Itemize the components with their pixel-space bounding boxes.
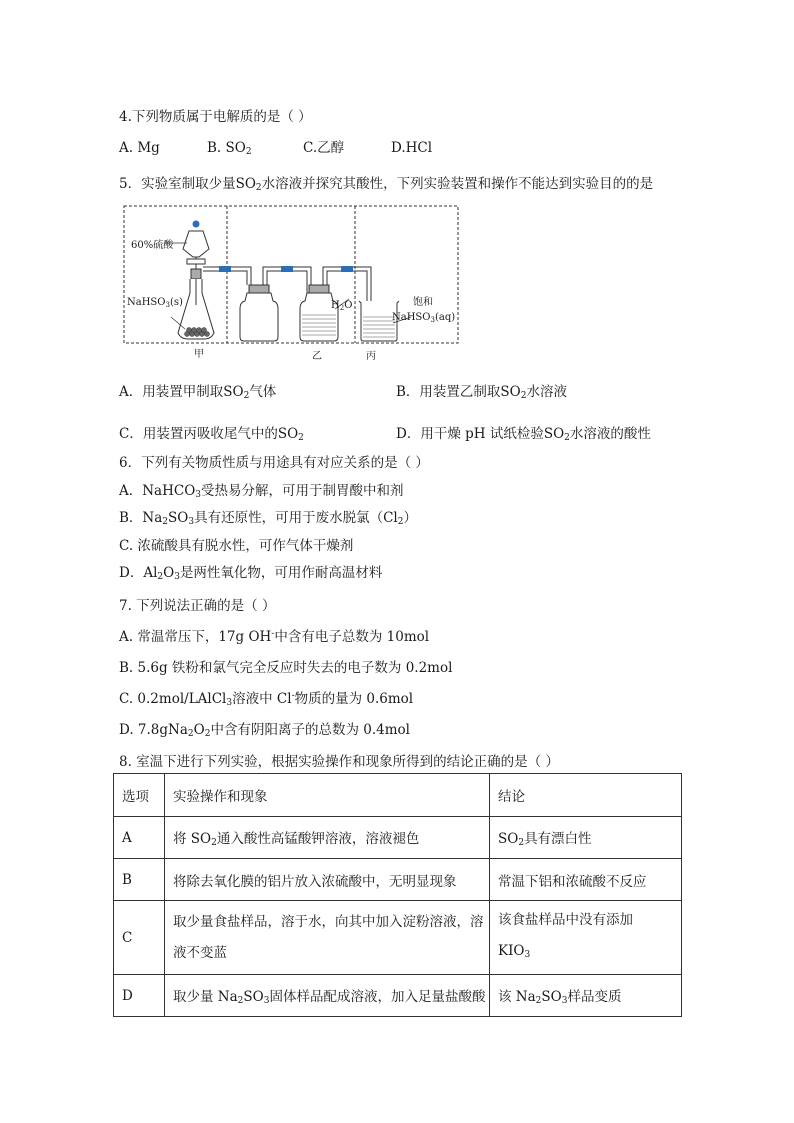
row-d-operation: 取少量 $Na_2SO_3$固体样品配成溶液，加入足量盐酸酸 <box>165 975 490 1017</box>
row-b-conclusion: 常温下铝和浓硫酸不反应 <box>490 859 682 901</box>
solid-granules <box>185 328 210 337</box>
q7-stem: 7. 下列说法正确的是（ ） <box>119 598 276 614</box>
q7-option-a: A. 常温常压下，17g OH-中含有电子总数为 10mol <box>119 629 430 645</box>
apparatus-jia <box>165 221 214 339</box>
label-solid: NaHSO$_3$(s) <box>127 297 183 309</box>
q7-option-b: B. 5.6g 铁粉和氯气完全反应时失去的电子数为 0.2mol <box>119 660 453 676</box>
table-row <box>114 817 682 859</box>
row-b-operation: 将除去氧化膜的铝片放入浓硫酸中，无明显现象 <box>165 859 490 901</box>
q5-option-d: D．用干燥 pH 试纸检验$SO_2$水溶液的酸性 <box>396 426 651 443</box>
q6-stem: 6．下列有关物质性质与用途具有对应关系的是（ ） <box>119 455 429 471</box>
header-operation: 实验操作和现象 <box>165 774 490 817</box>
row-a-operation: 将 $SO_2$通入酸性高锰酸钾溶液，溶液褪色 <box>165 817 490 859</box>
q5-option-c: C．用装置丙吸收尾气中的$SO_2$ <box>119 426 304 443</box>
q4-stem: 4.下列物质属于电解质的是（ ） <box>119 109 312 125</box>
header-conclusion: 结论 <box>490 774 682 817</box>
q6-option-a: A．NaHCO$_3$受热易分解，可用于制胃酸中和剂 <box>119 483 404 500</box>
q4-options <box>119 136 432 157</box>
label-saturated: 饱和 <box>413 297 433 308</box>
q6-option-c: C. 浓硫酸具有脱水性，可作气体干燥剂 <box>119 538 354 554</box>
funnel-stopper <box>193 221 199 227</box>
table-row <box>114 859 682 901</box>
q4-option-d: D.HCl <box>391 140 433 156</box>
header-option: 选项 <box>114 774 165 817</box>
bottle-1-stopper <box>249 285 269 293</box>
q6-option-d: D．$Al_2O_3$是两性氧化物，可用作耐高温材料 <box>119 565 383 582</box>
label-nahso3-aq: NaHSO$_3$(aq) <box>392 312 456 324</box>
separatory-funnel <box>183 231 209 257</box>
label-acid: 60%硫酸 <box>131 240 174 251</box>
experiment-table <box>113 773 682 1017</box>
label-h2o: $H_2O$ <box>331 300 353 312</box>
gas-bottle-1 <box>240 293 278 341</box>
delivery-tubes <box>203 266 371 320</box>
q8-stem: 8. 室温下进行下列实验，根据实验操作和现象所得到的结论正确的是（ ） <box>119 754 559 770</box>
row-b-option: B <box>114 859 165 901</box>
row-d-option: D <box>114 975 165 1017</box>
q7-option-c: C. 0.2mol/LAlCl$_3$溶液中 Cl-物质的量为 0.6mol <box>119 691 414 708</box>
q5-option-b: B．用装置乙制取$SO_2$水溶液 <box>396 384 567 401</box>
q5-option-a: A．用装置甲制取$SO_2$气体 <box>119 384 277 401</box>
q5-stem: 5．实验室制取少量$SO_2$水溶液并探究其酸性，下列实验装置和操作不能达到实验目的的是 <box>119 176 654 193</box>
row-a-conclusion: $SO_2$具有漂白性 <box>490 817 682 859</box>
label-jia: 甲 <box>194 349 204 360</box>
row-c-operation: 取少量食盐样品，溶于水，向其中加入淀粉溶液，溶 液不变蓝 <box>165 901 490 975</box>
tube-connector-1 <box>219 266 231 272</box>
q4-option-a: A. Mg <box>119 140 160 156</box>
table-row <box>114 901 682 975</box>
flask-stopper <box>191 269 201 279</box>
row-c-option: C <box>114 901 165 975</box>
table-header-row <box>114 774 682 817</box>
q7-option-d: D. $7.8gNa_2O_2$中含有阴阳离子的总数为 0.4mol <box>119 722 410 739</box>
tube-connector-3 <box>341 266 353 272</box>
q6-option-b: B．$Na_2SO_3$具有还原性，可用于废水脱氯$(Cl_2)$ <box>119 510 417 527</box>
row-c-conclusion: 该食盐样品中没有添加 $KIO_3$ <box>490 901 682 975</box>
funnel-stopcock <box>187 259 205 264</box>
bottle-2-stopper <box>309 285 329 293</box>
q4-option-b: B. $SO_2$ <box>207 140 252 157</box>
apparatus-yi <box>240 285 349 341</box>
label-yi: 乙 <box>312 351 322 362</box>
row-d-conclusion: 该 $Na_2SO_3$样品变质 <box>490 975 682 1017</box>
label-bing: 丙 <box>366 351 376 362</box>
tube-connector-2 <box>281 266 293 272</box>
table-row <box>114 975 682 1017</box>
row-a-option: A <box>114 817 165 859</box>
apparatus-diagram <box>123 205 459 365</box>
q4-option-c: C.乙醇 <box>303 140 345 156</box>
